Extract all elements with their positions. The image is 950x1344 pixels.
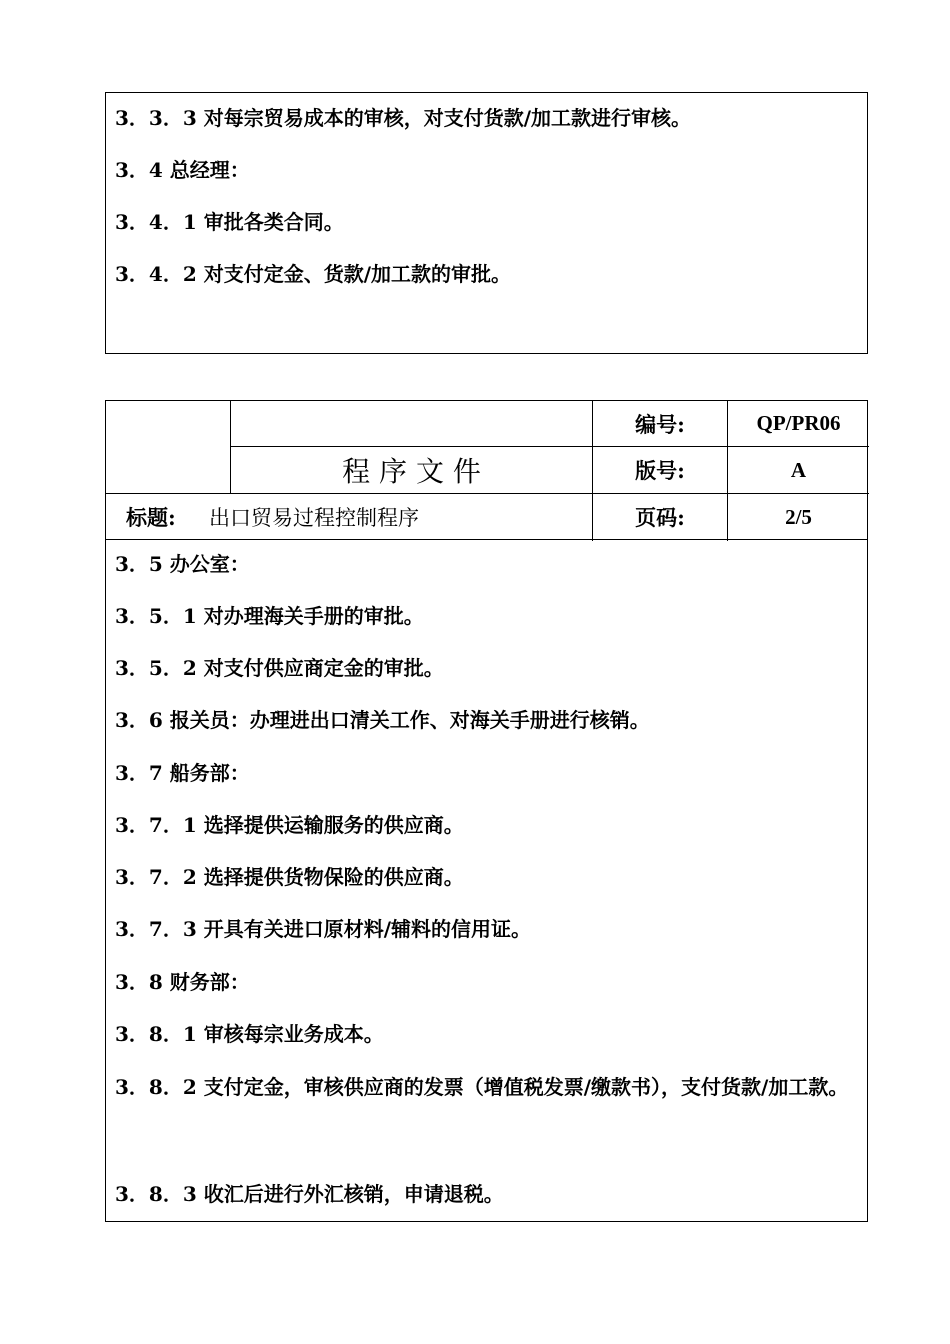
clause-3-4-1: 3．4．1 审批各类合同。 [115, 210, 344, 234]
title-value: 出口贸易过程控制程序 [209, 506, 419, 530]
clause-3-8: 3．8 财务部： [115, 970, 250, 994]
page-value: 2/5 [785, 504, 812, 529]
clause-3-6: 3．6 报关员：办理进出口清关工作、对海关手册进行核销。 [115, 708, 650, 732]
page-label: 页码: [635, 505, 685, 530]
clause-3-5: 3．5 办公室： [115, 552, 250, 576]
clause-3-8-2: 3．8．2 支付定金，审核供应商的发票（增值税发票/缴款书），支付货款/加工款。 [115, 1075, 849, 1099]
clause-3-5-2: 3．5．2 对支付供应商定金的审批。 [115, 656, 444, 680]
number-value: QP/PR06 [756, 411, 841, 435]
body-content-box [105, 539, 868, 1222]
clause-3-3-3: 3．3．3 对每宗贸易成本的审核，对支付货款/加工款进行审核。 [115, 106, 692, 130]
clause-3-4-2: 3．4．2 对支付定金、货款/加工款的审批。 [115, 262, 512, 286]
top-content-box [105, 92, 868, 354]
number-label: 编号: [635, 411, 685, 437]
title-label: 标题: [126, 505, 176, 530]
document-type-title: 程 序 文 件 [342, 455, 481, 488]
clause-3-7-3: 3．7．3 开具有关进口原材料/辅料的信用证。 [115, 917, 532, 941]
clause-3-7: 3．7 船务部： [115, 761, 250, 785]
clause-3-7-2: 3．7．2 选择提供货物保险的供应商。 [115, 865, 464, 889]
clause-3-8-1: 3．8．1 审核每宗业务成本。 [115, 1022, 384, 1046]
clause-3-7-1: 3．7．1 选择提供运输服务的供应商。 [115, 813, 464, 837]
version-label: 版号: [635, 458, 685, 483]
version-value: A [790, 457, 807, 482]
clause-3-8-3: 3．8．3 收汇后进行外汇核销，申请退税。 [115, 1182, 504, 1206]
clause-3-5-1: 3．5．1 对办理海关手册的审批。 [115, 604, 424, 628]
clause-3-4: 3．4 总经理： [115, 158, 250, 182]
document-header-table [105, 400, 868, 540]
